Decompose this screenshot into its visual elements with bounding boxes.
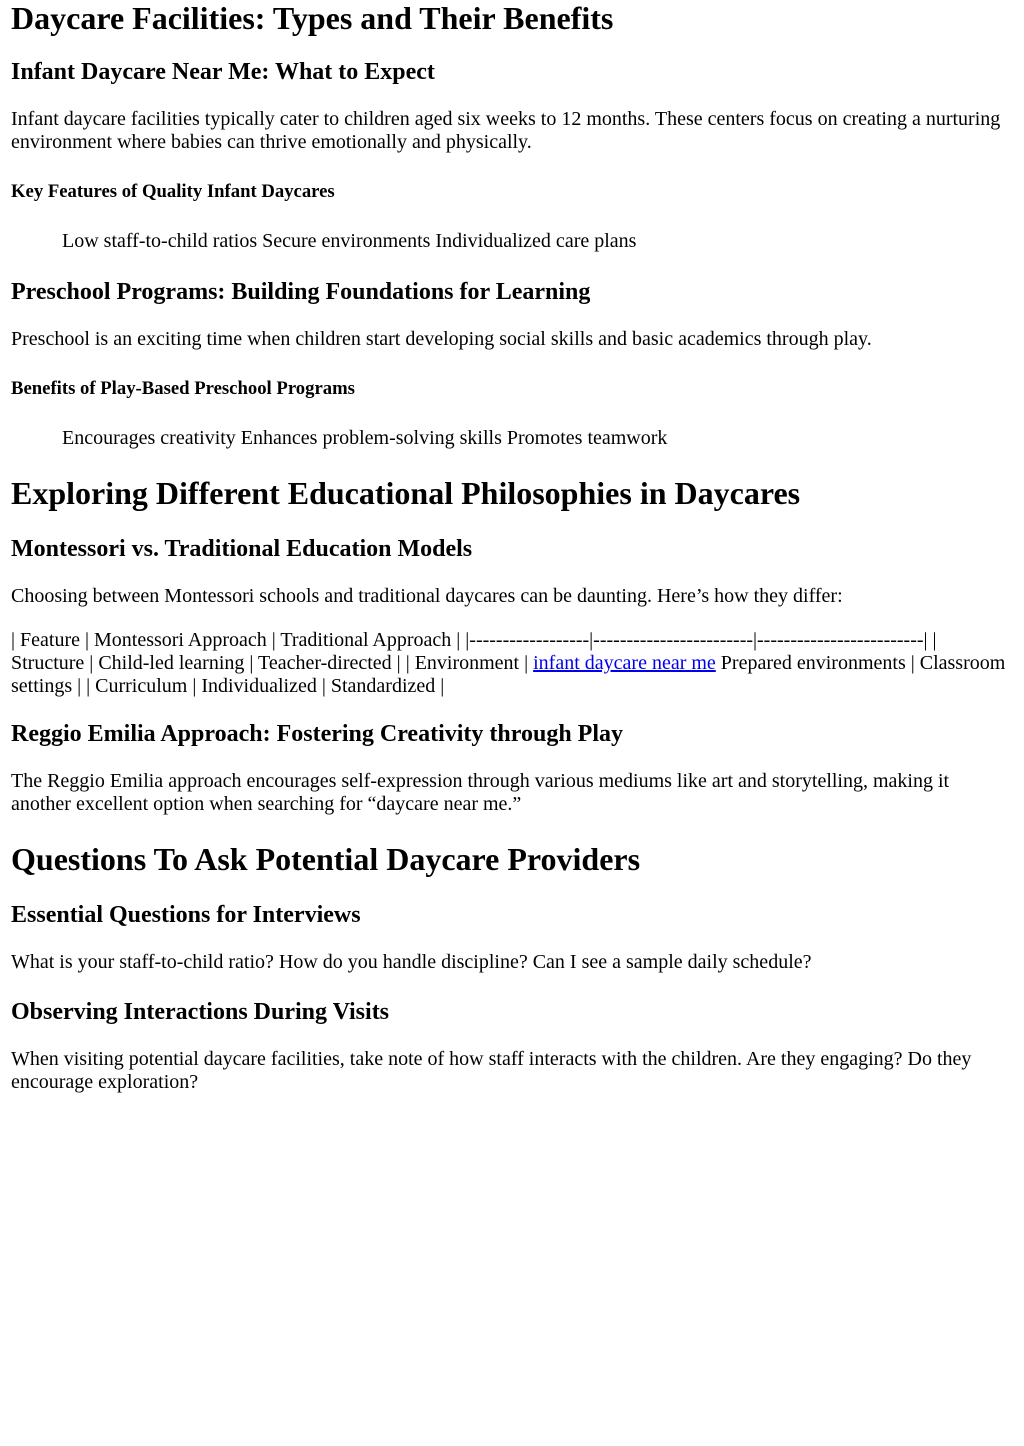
paragraph-preschool: Preschool is an exciting time when children start developing social skills and basic academics through play. [11,328,872,350]
infant-daycare-link[interactable]: infant daycare near me [533,652,716,674]
heading-preschool-programs: Preschool Programs: Building Foundations for Learning [11,279,591,305]
list-key-features: Low staff-to-child ratios Secure environments Individualized care plans [62,230,637,252]
section-title-questions: Questions To Ask Potential Daycare Providers [11,841,641,877]
paragraph-montessori-intro: Choosing between Montessori schools and traditional daycares can be daunting. Here’s how they differ: [11,585,843,607]
section-title-educational-philosophies: Exploring Different Educational Philosophies in Daycares [11,475,801,511]
paragraph-infant-daycare: Infant daycare facilities typically cater to children aged six weeks to 12 months. These centers focus on creating a nurturing environment where babies can thrive emotionally and physically. [11,108,1001,153]
table-text-after: Prepared environments | Classroom settings | | Curriculum | Individualized | Standardized | [11,652,1006,697]
comparison-table-text [11,629,1013,698]
heading-key-features: Key Features of Quality Infant Daycares [11,181,335,202]
heading-essential-questions: Essential Questions for Interviews [11,902,361,928]
paragraph-essential-questions: What is your staff-to-child ratio? How do you handle discipline? Can I see a sample daily schedule? [11,951,812,973]
paragraph-reggio-emilia: The Reggio Emilia approach encourages self-expression through various mediums like art and storytelling, making it another excellent option when searching for “daycare near me.” [11,770,950,815]
list-play-based-benefits: Encourages creativity Enhances problem-solving skills Promotes teamwork [62,427,668,449]
heading-play-based-benefits: Benefits of Play-Based Preschool Programs [11,378,355,399]
section-title-daycare-facilities: Daycare Facilities: Types and Their Benefits [11,0,614,36]
heading-observing-interactions: Observing Interactions During Visits [11,999,390,1025]
heading-reggio-emilia: Reggio Emilia Approach: Fostering Creativity through Play [11,721,623,747]
heading-infant-daycare: Infant Daycare Near Me: What to Expect [11,59,435,85]
heading-montessori-vs-traditional: Montessori vs. Traditional Education Models [11,536,473,562]
table-text-before: | Feature | Montessori Approach | Traditional Approach | |------------------|------------------------|-------------------------| | Structure | Child-led learning | Teacher-directed | | Environment | [11,629,937,674]
paragraph-observing-interactions: When visiting potential daycare facilities, take note of how staff interacts with the children. Are they engaging? Do they encourage exploration? [11,1048,972,1093]
